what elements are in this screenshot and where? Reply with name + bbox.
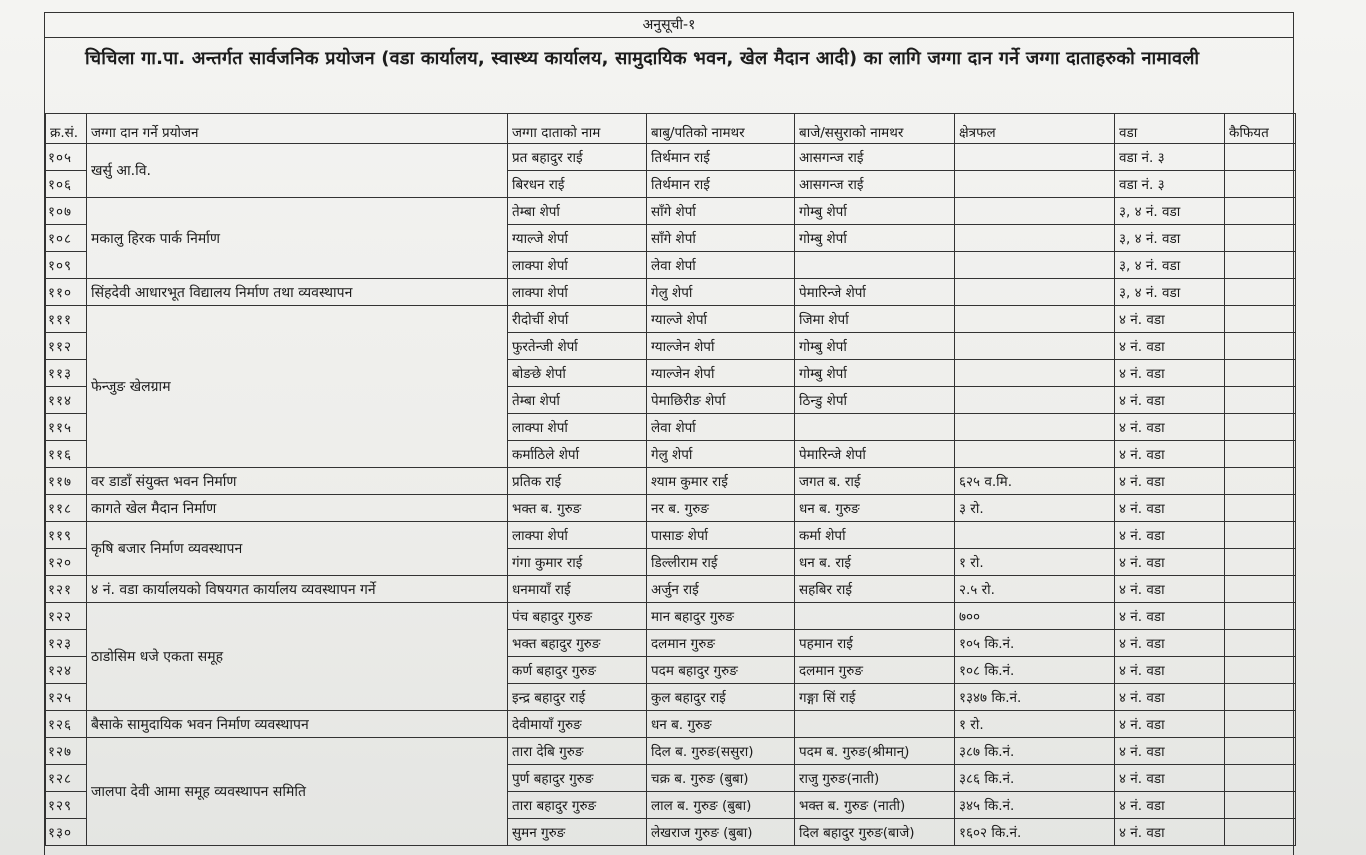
serial-cell: १११ (46, 306, 87, 333)
area-cell: १३४७ कि.नं. (955, 684, 1115, 711)
father-name-cell: ग्याल्जे शेर्पा (647, 306, 795, 333)
area-cell: ७०० (955, 603, 1115, 630)
father-name-cell: नर ब. गुरुङ (647, 495, 795, 522)
ward-cell: ४ नं. वडा (1115, 495, 1225, 522)
table-row (46, 603, 1296, 630)
serial-cell: १२९ (46, 792, 87, 819)
donor-name-cell: फुरतेन्जी शेर्पा (508, 333, 647, 360)
purpose-cell: खर्सु आ.वि. (87, 144, 508, 198)
donor-name-cell: भक्त बहादुर गुरुङ (508, 630, 647, 657)
ward-cell: ४ नं. वडा (1115, 387, 1225, 414)
grandfather-name-cell: जिमा शेर्पा (795, 306, 955, 333)
ward-cell: ४ नं. वडा (1115, 441, 1225, 468)
table-row (46, 144, 1296, 171)
serial-cell: ११५ (46, 414, 87, 441)
grandfather-name-cell: गोम्बु शेर्पा (795, 360, 955, 387)
ward-cell: ४ नं. वडा (1115, 414, 1225, 441)
father-name-cell: ग्याल्जेन शेर्पा (647, 333, 795, 360)
ward-cell: ४ नं. वडा (1115, 306, 1225, 333)
grandfather-name-cell: ठिन्डु शेर्पा (795, 387, 955, 414)
donor-name-cell: गंगा कुमार राई (508, 549, 647, 576)
father-name-cell: पासाङ शेर्पा (647, 522, 795, 549)
remarks-cell (1225, 765, 1296, 792)
father-name-cell: दलमान गुरुङ (647, 630, 795, 657)
serial-cell: ११० (46, 279, 87, 306)
ward-cell: ४ नं. वडा (1115, 711, 1225, 738)
grandfather-name-cell (795, 414, 955, 441)
donor-name-cell: रीदोर्ची शेर्पा (508, 306, 647, 333)
remarks-cell (1225, 630, 1296, 657)
area-cell: १ रो. (955, 549, 1115, 576)
ward-cell: ३, ४ नं. वडा (1115, 198, 1225, 225)
grandfather-name-cell: धन ब. राई (795, 549, 955, 576)
ward-cell: वडा नं. ३ (1115, 144, 1225, 171)
remarks-cell (1225, 306, 1296, 333)
donor-name-cell: तेम्बा शेर्पा (508, 387, 647, 414)
serial-cell: १०६ (46, 171, 87, 198)
grandfather-name-cell: गोम्बु शेर्पा (795, 198, 955, 225)
father-name-cell: धन ब. गुरुङ (647, 711, 795, 738)
grandfather-name-cell: दिल बहादुर गुरुङ(बाजे) (795, 819, 955, 846)
ward-cell: ३, ४ नं. वडा (1115, 279, 1225, 306)
remarks-cell (1225, 522, 1296, 549)
serial-cell: १२८ (46, 765, 87, 792)
donor-table (45, 113, 1296, 846)
area-cell (955, 522, 1115, 549)
remarks-cell (1225, 441, 1296, 468)
purpose-cell: फेन्जुङ खेलग्राम (87, 306, 508, 468)
remarks-cell (1225, 333, 1296, 360)
grandfather-name-cell: भक्त ब. गुरुङ (नाती) (795, 792, 955, 819)
remarks-cell (1225, 414, 1296, 441)
donor-name-cell: सुमन गुरुङ (508, 819, 647, 846)
grandfather-name-cell: गङ्गा सिं राई (795, 684, 955, 711)
remarks-cell (1225, 792, 1296, 819)
area-cell (955, 333, 1115, 360)
grandfather-name-cell: आसगन्ज राई (795, 144, 955, 171)
header-father-name: बाबु/पतिको नामथर (647, 114, 795, 144)
purpose-cell: ठाडोसिम धजे एकता समूह (87, 603, 508, 711)
grandfather-name-cell (795, 603, 955, 630)
serial-cell: १०८ (46, 225, 87, 252)
ward-cell: ३, ४ नं. वडा (1115, 225, 1225, 252)
ward-cell: ४ नं. वडा (1115, 468, 1225, 495)
remarks-cell (1225, 819, 1296, 846)
area-cell (955, 360, 1115, 387)
table-row (46, 468, 1296, 495)
area-cell (955, 414, 1115, 441)
father-name-cell: साँगे शेर्पा (647, 225, 795, 252)
ward-cell: ४ नं. वडा (1115, 765, 1225, 792)
remarks-cell (1225, 144, 1296, 171)
serial-cell: १३० (46, 819, 87, 846)
ward-cell: ४ नं. वडा (1115, 576, 1225, 603)
father-name-cell: अर्जुन राई (647, 576, 795, 603)
table-row (46, 306, 1296, 333)
header-donor-name: जग्गा दाताको नाम (508, 114, 647, 144)
ward-cell: ४ नं. वडा (1115, 819, 1225, 846)
serial-cell: ११८ (46, 495, 87, 522)
area-cell (955, 144, 1115, 171)
serial-cell: ११७ (46, 468, 87, 495)
remarks-cell (1225, 603, 1296, 630)
serial-cell: ११६ (46, 441, 87, 468)
table-row (46, 576, 1296, 603)
serial-cell: १२४ (46, 657, 87, 684)
header-purpose: जग्गा दान गर्ने प्रयोजन (87, 114, 508, 144)
donor-name-cell: लाक्पा शेर्पा (508, 522, 647, 549)
area-cell: ६२५ व.मि. (955, 468, 1115, 495)
ward-cell: ४ नं. वडा (1115, 792, 1225, 819)
serial-cell: १०७ (46, 198, 87, 225)
serial-cell: १०५ (46, 144, 87, 171)
remarks-cell (1225, 252, 1296, 279)
remarks-cell (1225, 279, 1296, 306)
donor-name-cell: धनमायाँ राई (508, 576, 647, 603)
remarks-cell (1225, 360, 1296, 387)
donor-name-cell: ग्याल्जे शेर्पा (508, 225, 647, 252)
donor-list-document (44, 12, 1294, 855)
father-name-cell: साँगे शेर्पा (647, 198, 795, 225)
grandfather-name-cell: दलमान गुरुङ (795, 657, 955, 684)
grandfather-name-cell: जगत ब. राई (795, 468, 955, 495)
donor-name-cell: कर्ण बहादुर गुरुङ (508, 657, 647, 684)
donor-name-cell: भक्त ब. गुरुङ (508, 495, 647, 522)
area-cell (955, 441, 1115, 468)
grandfather-name-cell: पहमान राई (795, 630, 955, 657)
father-name-cell: मान बहादुर गुरुङ (647, 603, 795, 630)
donor-name-cell: प्रतिक राई (508, 468, 647, 495)
remarks-cell (1225, 684, 1296, 711)
donor-name-cell: इन्द्र बहादुर राई (508, 684, 647, 711)
purpose-cell: मकालु हिरक पार्क निर्माण (87, 198, 508, 279)
remarks-cell (1225, 171, 1296, 198)
header-remarks: कैफियत (1225, 114, 1296, 144)
area-cell: ३ रो. (955, 495, 1115, 522)
ward-cell: ४ नं. वडा (1115, 657, 1225, 684)
remarks-cell (1225, 225, 1296, 252)
purpose-cell: कृषि बजार निर्माण व्यवस्थापन (87, 522, 508, 576)
remarks-cell (1225, 657, 1296, 684)
grandfather-name-cell (795, 711, 955, 738)
serial-cell: १२० (46, 549, 87, 576)
area-cell: १०८ कि.नं. (955, 657, 1115, 684)
father-name-cell: ग्याल्जेन शेर्पा (647, 360, 795, 387)
serial-cell: १२६ (46, 711, 87, 738)
serial-cell: १२३ (46, 630, 87, 657)
donor-name-cell: लाक्पा शेर्पा (508, 252, 647, 279)
purpose-cell: जालपा देवी आमा समूह व्यवस्थापन समिति (87, 738, 508, 846)
ward-cell: ४ नं. वडा (1115, 360, 1225, 387)
area-cell: ३८७ कि.नं. (955, 738, 1115, 765)
father-name-cell: तिर्थमान राई (647, 144, 795, 171)
serial-cell: ११३ (46, 360, 87, 387)
area-cell (955, 306, 1115, 333)
ward-cell: ४ नं. वडा (1115, 603, 1225, 630)
serial-cell: १२१ (46, 576, 87, 603)
father-name-cell: तिर्थमान राई (647, 171, 795, 198)
donor-name-cell: बोङछे शेर्पा (508, 360, 647, 387)
ward-cell: ४ नं. वडा (1115, 738, 1225, 765)
father-name-cell: लाल ब. गुरुङ (बुबा) (647, 792, 795, 819)
father-name-cell: कुल बहादुर राई (647, 684, 795, 711)
ward-cell: ४ नं. वडा (1115, 684, 1225, 711)
table-row (46, 279, 1296, 306)
serial-cell: ११९ (46, 522, 87, 549)
donor-name-cell: तारा बहादुर गुरुङ (508, 792, 647, 819)
donor-name-cell: पंच बहादुर गुरुङ (508, 603, 647, 630)
area-cell: २.५ रो. (955, 576, 1115, 603)
header-area: क्षेत्रफल (955, 114, 1115, 144)
grandfather-name-cell: धन ब. गुरुङ (795, 495, 955, 522)
father-name-cell: लेवा शेर्पा (647, 252, 795, 279)
serial-cell: ११४ (46, 387, 87, 414)
grandfather-name-cell: पदम ब. गुरुङ(श्रीमान्) (795, 738, 955, 765)
donor-name-cell: तेम्बा शेर्पा (508, 198, 647, 225)
donor-name-cell: बिरधन राई (508, 171, 647, 198)
header-serial: क्र.सं. (46, 114, 87, 144)
father-name-cell: पदम बहादुर गुरुङ (647, 657, 795, 684)
area-cell: १६०२ कि.नं. (955, 819, 1115, 846)
remarks-cell (1225, 549, 1296, 576)
purpose-cell: बैसाके सामुदायिक भवन निर्माण व्यवस्थापन (87, 711, 508, 738)
main-title: चिचिला गा.पा. अन्तर्गत सार्वजनिक प्रयोजन (वडा कार्यालय, स्वास्थ्य कार्यालय, सामुदायिक भवन, खेल मैदान आदी) का लागि जग्गा दान गर्ने जग्गा दाताहरुको नामावली (85, 48, 1200, 69)
grandfather-name-cell: आसगन्ज राई (795, 171, 955, 198)
donor-name-cell: लाक्पा शेर्पा (508, 414, 647, 441)
table-row (46, 198, 1296, 225)
ward-cell: ४ नं. वडा (1115, 630, 1225, 657)
grandfather-name-cell: पेमारिन्जे शेर्पा (795, 279, 955, 306)
remarks-cell (1225, 468, 1296, 495)
area-cell: १ रो. (955, 711, 1115, 738)
purpose-cell: कागते खेल मैदान निर्माण (87, 495, 508, 522)
serial-cell: १२२ (46, 603, 87, 630)
area-cell (955, 225, 1115, 252)
remarks-cell (1225, 198, 1296, 225)
purpose-cell: वर डाडाँ संयुक्त भवन निर्माण (87, 468, 508, 495)
header-row (46, 114, 1296, 144)
serial-cell: १२७ (46, 738, 87, 765)
ward-cell: ४ नं. वडा (1115, 333, 1225, 360)
grandfather-name-cell: गोम्बु शेर्पा (795, 333, 955, 360)
donor-name-cell: पुर्ण बहादुर गुरुङ (508, 765, 647, 792)
purpose-cell: ४ नं. वडा कार्यालयको विषयगत कार्यालय व्यवस्थापन गर्ने (87, 576, 508, 603)
table-row (46, 522, 1296, 549)
table-row (46, 738, 1296, 765)
grandfather-name-cell (795, 252, 955, 279)
donor-rows (46, 144, 1296, 846)
area-cell: १०५ कि.नं. (955, 630, 1115, 657)
father-name-cell: दिल ब. गुरुङ(ससुरा) (647, 738, 795, 765)
serial-cell: ११२ (46, 333, 87, 360)
ward-cell: ४ नं. वडा (1115, 549, 1225, 576)
remarks-cell (1225, 576, 1296, 603)
table-row (46, 711, 1296, 738)
area-cell (955, 387, 1115, 414)
schedule-title: अनुसूची-१ (45, 13, 1293, 38)
father-name-cell: डिल्लीराम राई (647, 549, 795, 576)
donor-name-cell: कर्माठिले शेर्पा (508, 441, 647, 468)
area-cell: ३८६ कि.नं. (955, 765, 1115, 792)
grandfather-name-cell: कर्मा शेर्पा (795, 522, 955, 549)
header-ward: वडा (1115, 114, 1225, 144)
remarks-cell (1225, 495, 1296, 522)
donor-name-cell: प्रत बहादुर राई (508, 144, 647, 171)
remarks-cell (1225, 387, 1296, 414)
area-cell (955, 198, 1115, 225)
header-grandfather-name: बाजे/ससुराको नामथर (795, 114, 955, 144)
remarks-cell (1225, 711, 1296, 738)
serial-cell: १२५ (46, 684, 87, 711)
purpose-cell: सिंहदेवी आधारभूत विद्यालय निर्माण तथा व्यवस्थापन (87, 279, 508, 306)
father-name-cell: गेलु शेर्पा (647, 441, 795, 468)
area-cell (955, 279, 1115, 306)
ward-cell: वडा नं. ३ (1115, 171, 1225, 198)
grandfather-name-cell: राजु गुरुङ(नाती) (795, 765, 955, 792)
donor-name-cell: लाक्पा शेर्पा (508, 279, 647, 306)
remarks-cell (1225, 738, 1296, 765)
grandfather-name-cell: पेमारिन्जे शेर्पा (795, 441, 955, 468)
father-name-cell: चक्र ब. गुरुङ (बुबा) (647, 765, 795, 792)
father-name-cell: गेलु शेर्पा (647, 279, 795, 306)
area-cell (955, 171, 1115, 198)
donor-name-cell: तारा देबि गुरुङ (508, 738, 647, 765)
grandfather-name-cell: गोम्बु शेर्पा (795, 225, 955, 252)
donor-name-cell: देवीमायाँ गुरुङ (508, 711, 647, 738)
ward-cell: ४ नं. वडा (1115, 522, 1225, 549)
father-name-cell: लेखराज गुरुङ (बुबा) (647, 819, 795, 846)
serial-cell: १०९ (46, 252, 87, 279)
grandfather-name-cell: सहबिर राई (795, 576, 955, 603)
ward-cell: ३, ४ नं. वडा (1115, 252, 1225, 279)
father-name-cell: लेवा शेर्पा (647, 414, 795, 441)
area-cell: ३४५ कि.नं. (955, 792, 1115, 819)
father-name-cell: पेमाछिरीङ शेर्पा (647, 387, 795, 414)
table-row (46, 495, 1296, 522)
father-name-cell: श्याम कुमार राई (647, 468, 795, 495)
area-cell (955, 252, 1115, 279)
